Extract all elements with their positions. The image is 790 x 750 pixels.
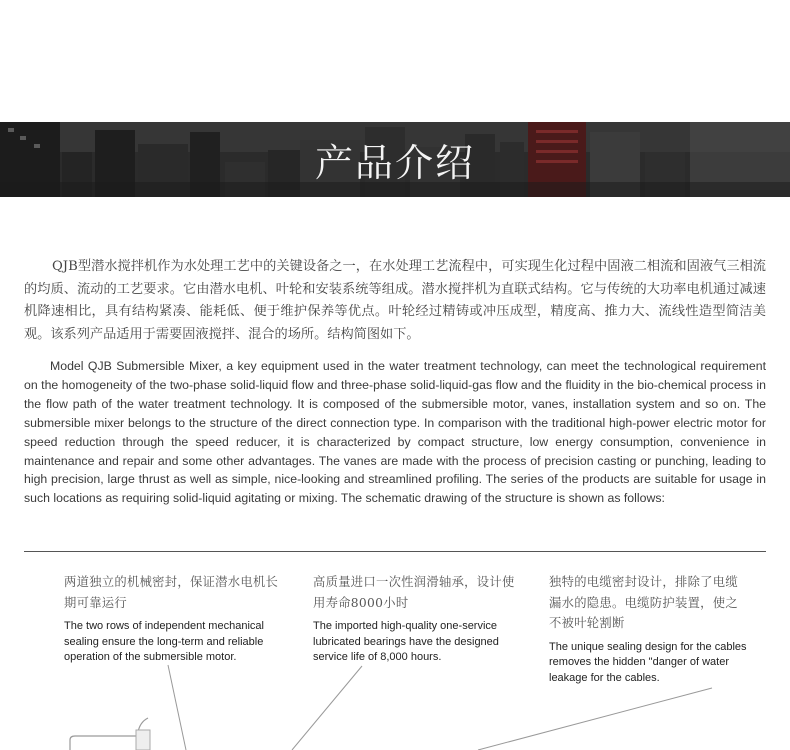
header-banner xyxy=(0,122,790,197)
leader-line-bearings xyxy=(292,666,362,750)
feature-chinese-text: 两道独立的机械密封，保证潜水电机长期可靠运行 xyxy=(64,575,279,610)
intro-chinese-paragraph: QJB型潜水搅拌机作为水处理工艺中的关键设备之一，在水处理工艺流程中，可实现生化过程中固液二相流和固液气三相流的均质、流动的工艺要求。它由潜水电机、叶轮和安装系统等组成。潜水搅拌机为直联式结构。它与传统的大功率电机通过减速机降速相比，具有结构紧凑、能耗低、便于维护保养等优点。叶轮经过精铸或冲压成型，精度高、推力大、流线性造型简洁美观。该系列产品适用于需要固液搅拌、混合的场所。结构简图如下。 xyxy=(24,259,766,342)
leader-line-sealing xyxy=(168,665,186,750)
feature-chinese-text: 高质量进口一次性润滑轴承，设计使用寿命8000小时 xyxy=(313,575,515,610)
feature-english-text: The imported high-quality one-service lubricated bearings have the designed service life of 8,000 hours. xyxy=(313,620,499,664)
mixer-flange xyxy=(136,730,150,750)
page-title: 产品介绍 xyxy=(314,141,475,185)
feature-english-text: The two rows of independent mechanical sealing ensure the long-term and reliable operation of the submersible motor. xyxy=(64,620,264,664)
section-divider xyxy=(24,551,766,552)
feature-mechanical-sealing xyxy=(64,572,284,666)
feature-english-text: The unique sealing design for the cables removes the hidden "danger of water leakage for the cables. xyxy=(549,640,747,684)
mixer-schematic-drawing xyxy=(0,660,790,750)
feature-bearings xyxy=(313,572,523,666)
intro-english-paragraph: Model QJB Submersible Mixer, a key equipment used in the water treatment technology, can meet the technological requirement on the homogeneity of the two-phase solid-liquid flow and three-phase solid-liquid-gas flow and the fluidity in the bio-chemical process in the flow path of the water treatment technology. It is composed of the submersible motor, vanes, installation system and so on. The submersible mixer belongs to the structure of the direct connection type. In comparison with the traditional high-power electric motor for speed reduction through the speed reducer, it is characterized by compact structure, low energy consumption, convenience in maintenance and repair and some other advantages. The vanes are made with the process of precision casting or punching, leading to high precision, large thrust as well as simple, nice-looking and streamlined profiling. The series of the products are suitable for usage in such locations as requiring solid-liquid agitating or mixing. The schematic drawing of the structure is shown as follows: xyxy=(24,359,766,506)
leader-line-cable xyxy=(478,688,712,750)
mixer-housing-outline xyxy=(70,736,140,750)
feature-chinese-text: 独特的电缆密封设计，排除了电缆漏水的隐患。电缆防护装置，使之不被叶轮割断 xyxy=(549,575,738,630)
